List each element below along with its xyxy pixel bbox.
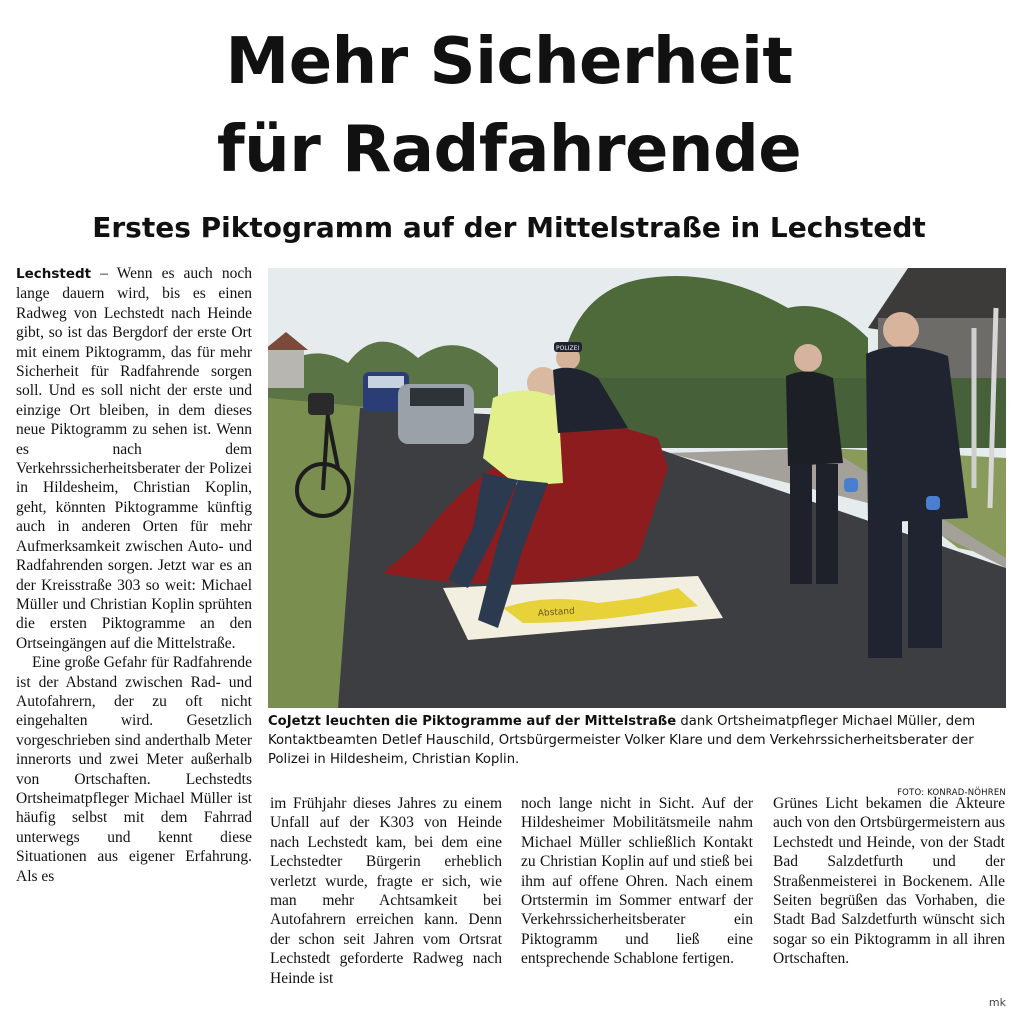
photo-credit: FOTO: KONRAD-NÖHREN (897, 788, 1006, 798)
headline (0, 18, 1018, 194)
photo-caption-text: dank Ortsheimatpfleger Michael Müller, dem Kontaktbeamten Detlef Hauschild, Ortsbürgermeister Volker Klare und dem Verkehrssicherheitsberater der Polizei in Hildesheim, Christian Koplin. (268, 714, 976, 767)
paragraph-1 (16, 264, 252, 653)
article-column-2: im Frühjahr dieses Jahres zu einem Unfall auf der K303 von Heinde nach Lechstedt kam, bei dem eine Lechstedter Bürgerin erheblich verletzt wurde, fragte er sich, wie man mehr Achtsamkeit bei Autofahrern erreichen kann. Denn der schon seit Jahren vom Ortsrat Lechstedt geforderte Radweg nach Heinde ist (270, 795, 502, 987)
stencil-label: Abstand (537, 606, 576, 619)
paragraph-1-text: – Wenn es auch noch lange dauern wird, bis es einen Radweg von Lechstedt nach Heinde gibt, so ist das Bergdorf der erste Ort mit einem Piktogramm, das für mehr Sicherheit für Radfahrende sorgen soll. Und es soll nicht der erste und einzige Ort bleiben, in dem dieses neue Piktogramm zu sehen ist. Wenn es nach dem Verkehrssicherheitsberater der Polizei in Hildesheim, Christian Koplin, geht, könnten Piktogramme künftig auch in anderen Orten für mehr Aufmerksamkeit zwischen Auto- und Radfahrenden sorgen. Jetzt war es an der Kreisstraße 303 so weit: Michael Müller und Christian Koplin sprühten die ersten Piktogramme an den Ortseingängen auf die Mittelstraße. (16, 265, 252, 652)
dateline: Lechstedt (16, 266, 92, 282)
article-column-3: noch lange nicht in Sicht. Auf der Hildesheimer Mobilitätsmeile nahm Michael Müller schließlich Kontakt zu Christian Koplin auf und stieß bei ihm auf offene Ohren. Nach einem Ortstermin im Sommer entwarf der Verkehrssicherheitsberater ein Piktogramm und ließ eine entsprechende Schablone fertigen. (521, 795, 753, 968)
author-signature: mk (988, 996, 1006, 1009)
article-column-1 (16, 264, 252, 886)
photo-caption (268, 712, 1006, 769)
headline-line-1: Mehr Sicherheit (225, 25, 793, 99)
paragraph-2: Eine große Gefahr für Radfahrende ist der Abstand zwischen Rad- und Autofahrern, der zu oft nicht eingehalten wird. Gesetzlich vorgeschrieben sind anderthalb Meter innerorts und zwei Meter außerhalb von Ortschaften. Lechstedts Ortsheimatpfleger Michael Müller ist häufig selbst mit dem Fahrrad unterwegs und kennt diese Situationen aus eigener Erfahrung. Als es (16, 654, 252, 885)
photo-illustration (268, 268, 1006, 708)
police-cap-label: POLIZEI (556, 345, 580, 352)
headline-line-2: für Radfahrende (216, 113, 802, 187)
subheadline: Erstes Piktogramm auf der Mittelstraße in Lechstedt (92, 211, 926, 244)
photo-caption-lead: CoJetzt leuchten die Piktogramme auf der Mittelstraße (268, 714, 677, 729)
article-photo (268, 268, 1006, 708)
article-column-4: Grünes Licht bekamen die Akteure auch von den Ortsbürgermeistern aus Lechstedt und Heinde, von der Stadt Bad Salzdetfurth und der Straßenmeisterei in Bockenem. Alle Seiten begrüßen das Vorhaben, die Stadt Bad Salzdetfurth wünscht sich sogar so ein Piktogramm in all ihren Ortschaften. (773, 795, 1005, 968)
